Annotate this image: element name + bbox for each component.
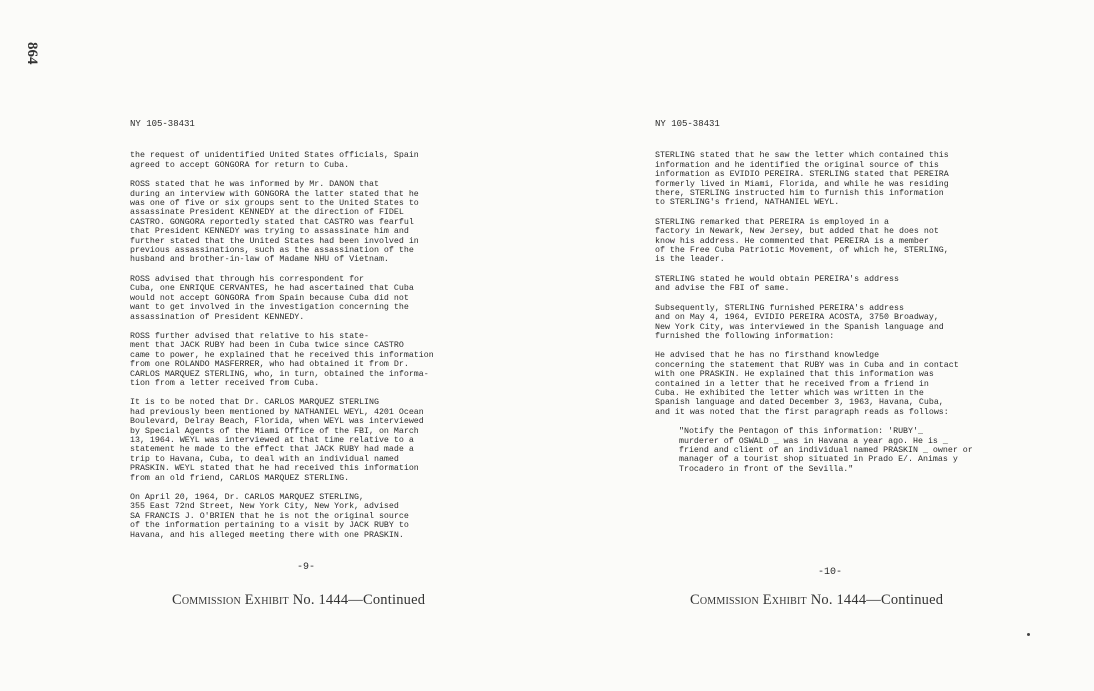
right-exhibit-caption [690, 592, 943, 609]
right-paragraph-2: STERLING remarked that PEREIRA is employed in a factory in Newark, New Jersey, but added that he does not know his address. He commented that PEREIRA is a member of the Free Cuba Patriotic Movement, of which he, STERLING, is the leader. [655, 217, 949, 265]
left-paragraph-5: It is to be noted that Dr. CARLOS MARQUEZ STERLING had previously been mentioned by NATHANIEL WEYL, 4201 Ocean Boulevard, Delray Beach, Florida, when WEYL was interviewed by Special Agents of the Miami Office of the FBI, on March 13, 1964. WEYL was interviewed at that time relative to a statement he made to the effect that JACK RUBY had made a trip to Havana, Cuba, to deal with an individual named PRASKIN. WEYL stated that he had received this information from an old friend, CARLOS MARQUEZ STERLING. [130, 398, 424, 483]
quoted-letter: "Notify the Pentagon of this information: 'RUBY'_ murderer of OSWALD _ was in Havana a year ago. He is _ friend and client of an individual named PRASKIN _ owner or manager of a tourist shop situated in Prado E/. Animas y Trocadero in front of the Sevilla." [679, 427, 973, 474]
scan-speck [1027, 633, 1030, 636]
left-paragraph-3: ROSS advised that through his correspondent for Cuba, one ENRIQUE CERVANTES, he had ascertained that Cuba would not accept GONGORA from Spain because Cuba did not want to get involved in the investigation concerning the assassination of President KENNEDY. [130, 274, 414, 322]
left-file-number: NY 105-38431 [130, 119, 195, 129]
right-caption-prefix: Commission Exhibit [690, 592, 807, 608]
left-page-body [130, 120, 475, 550]
left-caption-prefix: Commission Exhibit [172, 592, 289, 608]
right-paragraph-4: Subsequently, STERLING furnished PEREIRA's address and on May 4, 1964, EVIDIO PEREIRA ACOSTA, 3750 Broadway, New York City, was interviewed in the Spanish language and furnished the following information: [655, 303, 944, 341]
right-page-label: -10- [818, 567, 843, 578]
left-paragraph-4: ROSS further advised that relative to his state- ment that JACK RUBY had been in Cuba twice since CASTRO came to power, he explained that he received this information from one ROLANDO MASFERRER, who had obtained it from Dr. CARLOS MARQUEZ STERLING, who, in turn, obtained the informa- tion from a letter received from Cuba. [130, 331, 434, 388]
left-page-label: -9- [297, 562, 316, 573]
left-paragraph-6: On April 20, 1964, Dr. CARLOS MARQUEZ STERLING, 355 East 72nd Street, New York City, New York, advised SA FRANCIS J. O'BRIEN that he is not the original source of the information pertaining to a visit by JACK RUBY to Havana, and his alleged meeting there with one PRASKIN. [130, 493, 409, 540]
right-page-body [655, 120, 1000, 484]
right-file-number: NY 105-38431 [655, 119, 720, 129]
right-caption-suffix: No. 1444—Continued [810, 592, 944, 608]
right-paragraph-1: STERLING stated that he saw the letter which contained this information and he identified the original source of this information as EVIDIO PEREIRA. STERLING stated that PEREIRA formerly lived in Miami, Florida, and while he was residing there, STERLING instructed him to furnish this information to STERLING's friend, NATHANIEL WEYL. [655, 151, 949, 208]
right-paragraph-5: He advised that he has no firsthand knowledge concerning the statement that RUBY was in Cuba and in contact with one PRASKIN. He explained that this information was contained in a letter that he received from a friend in Cuba. He exhibited the letter which was written in the Spanish language and dated December 3, 1963, Havana, Cuba, and it was noted that the first paragraph reads as follows: [655, 351, 959, 417]
left-exhibit-caption [172, 592, 425, 609]
left-paragraph-2: ROSS stated that he was informed by Mr. DANON that during an interview with GONGORA the latter stated that he was one of five or six groups sent to the United States to assassinate President KENNEDY at the direction of FIDEL CASTRO. GONGORA reportedly stated that CASTRO was fearful that President KENNEDY was trying to assassinate him and further stated that the United States had been involved in previous assassinations, such as the assassination of the husband and brother-in-law of Madame NHU of Vietnam. [130, 180, 419, 265]
right-paragraph-3: STERLING stated he would obtain PEREIRA's address and advise the FBI of same. [655, 274, 899, 294]
left-paragraph-1: the request of unidentified United States officials, Spain agreed to accept GONGORA for return to Cuba. [130, 151, 419, 170]
left-caption-suffix: No. 1444—Continued [292, 592, 426, 608]
volume-page-number: 864 [24, 42, 40, 65]
